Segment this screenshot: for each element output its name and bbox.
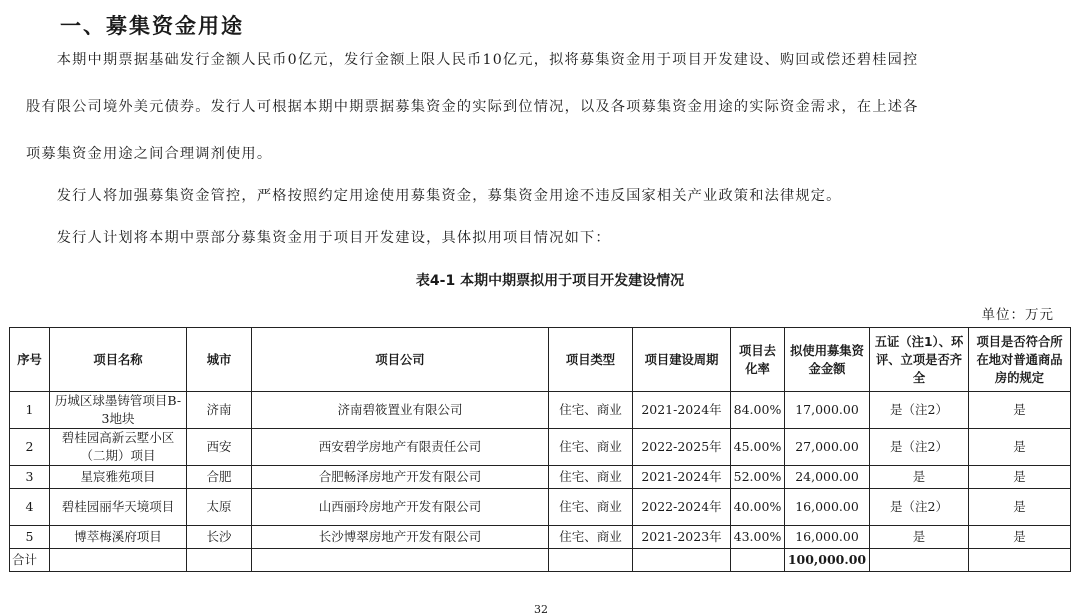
cell-permits-complete: 是（注2） bbox=[870, 429, 969, 466]
cell-project-name: 碧桂园高新云墅小区（二期）项目 bbox=[50, 429, 187, 466]
table-row bbox=[10, 392, 1071, 429]
table-row bbox=[10, 429, 1071, 466]
table-row bbox=[10, 526, 1071, 549]
cell-project-type: 住宅、商业 bbox=[549, 489, 633, 526]
page-number: 32 bbox=[534, 603, 548, 616]
header-build-period: 项目建设周期 bbox=[633, 328, 731, 392]
cell-city: 济南 bbox=[187, 392, 252, 429]
cell-project-name: 博萃梅溪府项目 bbox=[50, 526, 187, 549]
cell-project-type: 住宅、商业 bbox=[549, 392, 633, 429]
cell-sell-through-rate: 52.00% bbox=[731, 466, 785, 489]
paragraph-3: 发行人计划将本期中票部分募集资金用于项目开发建设，具体拟用项目情况如下： bbox=[26, 230, 611, 246]
total-label: 合计 bbox=[10, 549, 50, 572]
header-housing-compliance: 项目是否符合所在地对普通商品房的规定 bbox=[969, 328, 1071, 392]
total-empty-cell bbox=[252, 549, 549, 572]
cell-project-name: 星宸雅苑项目 bbox=[50, 466, 187, 489]
header-index: 序号 bbox=[10, 328, 50, 392]
cell-housing-compliance: 是 bbox=[969, 429, 1071, 466]
cell-housing-compliance: 是 bbox=[969, 466, 1071, 489]
total-empty-cell bbox=[731, 549, 785, 572]
table-header-row bbox=[10, 328, 1071, 392]
cell-city: 长沙 bbox=[187, 526, 252, 549]
cell-sell-through-rate: 84.00% bbox=[731, 392, 785, 429]
cell-index: 1 bbox=[10, 392, 50, 429]
cell-project-company: 长沙博翠房地产开发有限公司 bbox=[252, 526, 549, 549]
total-empty-cell bbox=[50, 549, 187, 572]
projects-table bbox=[9, 327, 1071, 572]
total-empty-cell bbox=[633, 549, 731, 572]
cell-project-company: 西安碧学房地产有限责任公司 bbox=[252, 429, 549, 466]
header-permits-complete: 五证（注1）、环评、立项是否齐全 bbox=[870, 328, 969, 392]
paragraph-1-line-1: 本期中期票据基础发行金额人民币0亿元，发行金额上限人民币10亿元，拟将募集资金用于项目开发建设、购回或偿还碧桂园控 bbox=[26, 52, 919, 68]
cell-build-period: 2021-2024年 bbox=[633, 392, 731, 429]
cell-city: 太原 bbox=[187, 489, 252, 526]
cell-project-name: 历城区球墨铸管项目B-3地块 bbox=[50, 392, 187, 429]
cell-fund-amount: 27,000.00 bbox=[785, 429, 870, 466]
cell-fund-amount: 16,000.00 bbox=[785, 489, 870, 526]
header-project-name: 项目名称 bbox=[50, 328, 187, 392]
cell-project-type: 住宅、商业 bbox=[549, 526, 633, 549]
cell-index: 4 bbox=[10, 489, 50, 526]
cell-project-type: 住宅、商业 bbox=[549, 429, 633, 466]
cell-sell-through-rate: 43.00% bbox=[731, 526, 785, 549]
total-amount: 100,000.00 bbox=[785, 549, 870, 572]
header-fund-amount: 拟使用募集资金金额 bbox=[785, 328, 870, 392]
table-row bbox=[10, 466, 1071, 489]
header-project-type: 项目类型 bbox=[549, 328, 633, 392]
cell-fund-amount: 17,000.00 bbox=[785, 392, 870, 429]
cell-project-name: 碧桂园丽华天境项目 bbox=[50, 489, 187, 526]
cell-index: 2 bbox=[10, 429, 50, 466]
total-empty-cell bbox=[870, 549, 969, 572]
cell-sell-through-rate: 45.00% bbox=[731, 429, 785, 466]
cell-build-period: 2022-2025年 bbox=[633, 429, 731, 466]
cell-housing-compliance: 是 bbox=[969, 489, 1071, 526]
table-caption: 表4-1 本期中期票拟用于项目开发建设情况 bbox=[415, 273, 685, 289]
cell-housing-compliance: 是 bbox=[969, 526, 1071, 549]
cell-index: 5 bbox=[10, 526, 50, 549]
cell-city: 合肥 bbox=[187, 466, 252, 489]
cell-project-company: 合肥畅泽房地产开发有限公司 bbox=[252, 466, 549, 489]
cell-fund-amount: 24,000.00 bbox=[785, 466, 870, 489]
cell-project-company: 济南碧筱置业有限公司 bbox=[252, 392, 549, 429]
section-heading: 一、募集资金用途 bbox=[60, 14, 244, 38]
cell-build-period: 2021-2024年 bbox=[633, 466, 731, 489]
unit-label: 单位：万元 bbox=[981, 307, 1054, 323]
cell-permits-complete: 是（注2） bbox=[870, 392, 969, 429]
total-empty-cell bbox=[969, 549, 1071, 572]
cell-project-company: 山西丽玲房地产开发有限公司 bbox=[252, 489, 549, 526]
cell-permits-complete: 是 bbox=[870, 526, 969, 549]
paragraph-2: 发行人将加强募集资金管控，严格按照约定用途使用募集资金，募集资金用途不违反国家相关产业政策和法律规定。 bbox=[26, 188, 842, 204]
cell-sell-through-rate: 40.00% bbox=[731, 489, 785, 526]
total-empty-cell bbox=[187, 549, 252, 572]
cell-build-period: 2021-2023年 bbox=[633, 526, 731, 549]
table-total-row bbox=[10, 549, 1071, 572]
cell-index: 3 bbox=[10, 466, 50, 489]
header-sell-through-rate: 项目去化率 bbox=[731, 328, 785, 392]
total-empty-cell bbox=[549, 549, 633, 572]
cell-city: 西安 bbox=[187, 429, 252, 466]
header-project-company: 项目公司 bbox=[252, 328, 549, 392]
cell-permits-complete: 是（注2） bbox=[870, 489, 969, 526]
table-row bbox=[10, 489, 1071, 526]
paragraph-1-line-2: 股有限公司境外美元债券。发行人可根据本期中期票据募集资金的实际到位情况，以及各项募集资金用途的实际资金需求，在上述各 bbox=[26, 99, 919, 115]
header-city: 城市 bbox=[187, 328, 252, 392]
cell-housing-compliance: 是 bbox=[969, 392, 1071, 429]
paragraph-1-line-3: 项募集资金用途之间合理调剂使用。 bbox=[26, 146, 273, 162]
cell-project-type: 住宅、商业 bbox=[549, 466, 633, 489]
cell-build-period: 2022-2024年 bbox=[633, 489, 731, 526]
cell-permits-complete: 是 bbox=[870, 466, 969, 489]
cell-fund-amount: 16,000.00 bbox=[785, 526, 870, 549]
